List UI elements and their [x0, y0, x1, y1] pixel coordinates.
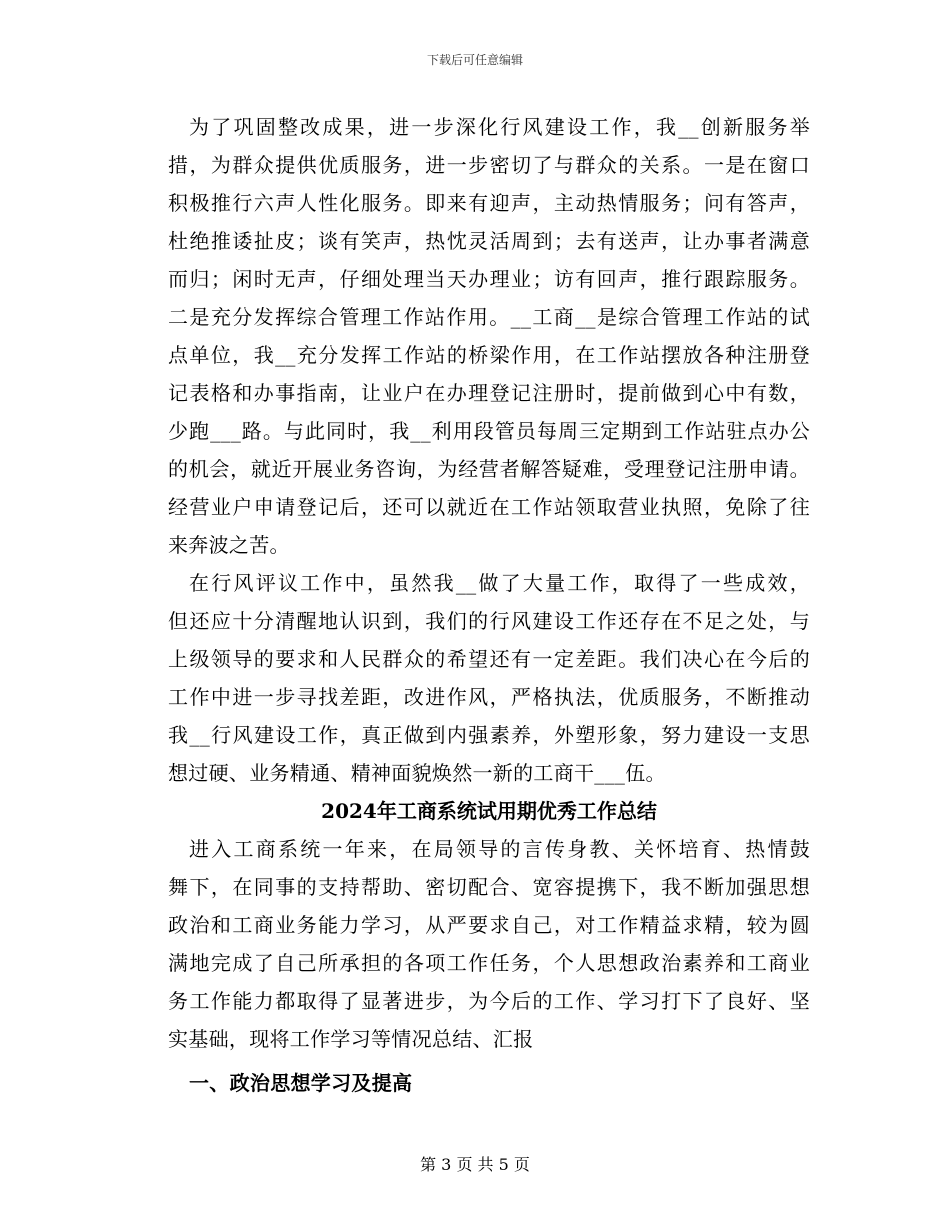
text-line: 在行风评议工作中，虽然我__做了大量工作，取得了一些成效，: [189, 571, 810, 595]
text-line: 我__行风建设工作，真正做到内强素养，外塑形象，努力建设一支思: [168, 723, 810, 747]
text-line: 实基础，现将工作学习等情况总结、汇报: [168, 1027, 534, 1051]
text-line: 但还应十分清醒地认识到，我们的行风建设工作还存在不足之处，与: [168, 609, 810, 633]
text-line: 想过硬、业务精通、精神面貌焕然一新的工商干___伍。: [168, 761, 666, 785]
page-footer: 第 3 页 共 5 页: [420, 1155, 530, 1174]
text-line: 点单位，我__充分发挥工作站的桥梁作用，在工作站摆放各种注册登: [168, 343, 810, 367]
paragraph-rectification: [168, 108, 810, 564]
text-line: 记表格和办事指南，让业户在办理登记注册时，提前做到心中有数，: [168, 381, 810, 405]
page-header: 下载后可任意编辑: [426, 53, 523, 67]
document-title: 2024年工商系统试用期优秀工作总结: [321, 799, 657, 823]
section-heading: 一、政治思想学习及提高: [189, 1071, 413, 1095]
text-line: 来奔波之苦。: [168, 533, 290, 557]
text-line: 为了巩固整改成果，进一步深化行风建设工作，我__创新服务举: [189, 115, 810, 139]
text-line: 经营业户申请登记后，还可以就近在工作站领取营业执照，免除了往: [168, 495, 810, 519]
text-line: 政治和工商业务能力学习，从严要求自己，对工作精益求精，较为圆: [168, 913, 810, 937]
text-line: 上级领导的要求和人民群众的希望还有一定差距。我们决心在今后的: [168, 647, 810, 671]
text-line: 工作中进一步寻找差距，改进作风，严格执法，优质服务，不断推动: [168, 685, 810, 709]
text-line: 积极推行六声人性化服务。即来有迎声，主动热情服务；问有答声，: [168, 191, 810, 215]
text-line: 而归；闲时无声，仔细处理当天办理业；访有回声，推行跟踪服务。: [168, 267, 810, 291]
document-body: [168, 108, 810, 1102]
paragraph-introduction: [168, 830, 810, 1058]
text-line: 务工作能力都取得了显著进步，为今后的工作、学习打下了良好、坚: [168, 989, 810, 1013]
text-line: 满地完成了自己所承担的各项工作任务，个人思想政治素养和工商业: [168, 951, 810, 975]
text-line: 少跑___路。与此同时，我__利用段管员每周三定期到工作站驻点办公: [168, 419, 810, 443]
text-line: 二是充分发挥综合管理工作站作用。__工商__是综合管理工作站的试: [168, 305, 810, 329]
text-line: 杜绝推诿扯皮；谈有笑声，热忱灵活周到；去有送声，让办事者满意: [168, 229, 810, 253]
text-line: 进入工商系统一年来，在局领导的言传身教、关怀培育、热情鼓: [189, 837, 810, 861]
text-line: 舞下，在同事的支持帮助、密切配合、宽容提携下，我不断加强思想: [168, 875, 810, 899]
text-line: 措，为群众提供优质服务，进一步密切了与群众的关系。一是在窗口: [168, 153, 810, 177]
text-line: 的机会，就近开展业务咨询，为经营者解答疑难，受理登记注册申请。: [168, 457, 810, 481]
paragraph-evaluation: [168, 564, 810, 792]
